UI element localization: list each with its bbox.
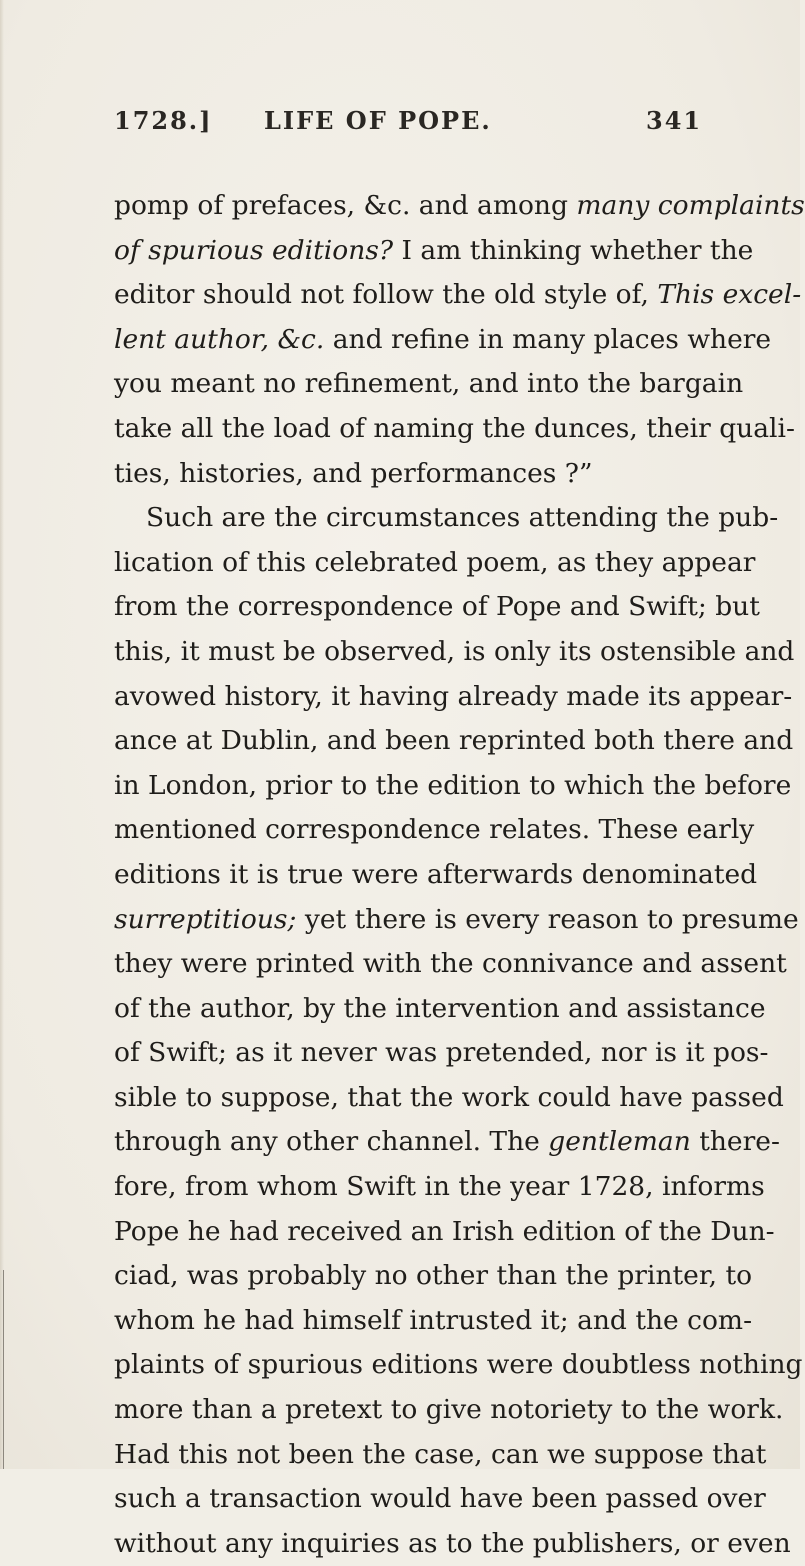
text-run: such a transaction would have been passed over <box>114 1483 766 1515</box>
text-run: editions it is true were afterwards denominated <box>114 858 758 890</box>
text-line <box>114 1210 775 1255</box>
page-edge-line <box>3 1270 4 1469</box>
text-line <box>114 1254 753 1299</box>
text-run: of Swift; as it never was pretended, nor is it pos- <box>114 1037 769 1069</box>
running-head <box>114 106 714 156</box>
text-run: of the author, by the intervention and assistance <box>114 992 766 1024</box>
text-run: I am thinking whether the <box>393 234 754 266</box>
text-line <box>114 452 714 497</box>
text-line <box>114 853 758 898</box>
text-run: avowed history, it having already made its appear- <box>114 680 793 712</box>
text-run: mentioned correspondence relates. These early <box>114 814 755 846</box>
text-line <box>114 496 779 541</box>
text-line <box>114 585 760 630</box>
text-line <box>114 764 792 809</box>
text-run: in London, prior to the edition to which the before <box>114 769 792 801</box>
text-run: Such are the circumstances attending the pub- <box>146 502 779 534</box>
text-run: ciad, was probably no other than the printer, to <box>114 1260 753 1292</box>
text-run: ance at Dublin, and been reprinted both there and <box>114 725 794 757</box>
text-line <box>114 273 802 318</box>
text-line <box>114 898 799 943</box>
text-line <box>114 1343 803 1388</box>
text-run: whom he had himself intrusted it; and the com- <box>114 1304 753 1336</box>
text-line <box>114 362 744 407</box>
running-head-title: LIFE OF POPE. <box>264 106 492 135</box>
body-text <box>114 184 805 1566</box>
text-run: and refine in many places where <box>324 323 772 355</box>
text-line <box>114 942 787 987</box>
text-line <box>114 407 795 452</box>
text-run: Pope he had received an Irish edition of the Dun- <box>114 1215 775 1247</box>
text-run: Had this not been the case, can we suppose that <box>114 1438 767 1470</box>
text-run: take all the load of naming the dunces, their quali- <box>114 412 795 444</box>
text-line <box>114 1031 769 1076</box>
text-line <box>114 318 772 363</box>
text-run: yet there is every reason to presume <box>296 903 799 935</box>
text-run: without any inquiries as to the publishers, or even <box>114 1527 791 1559</box>
text-run: sible to suppose, that the work could have passed <box>114 1081 784 1113</box>
italic-run: of spurious editions? <box>114 234 394 266</box>
text-line <box>114 1388 784 1433</box>
text-run: fore, from whom Swift in the year 1728, informs <box>114 1171 765 1203</box>
italic-run: lent author, &c. <box>114 323 325 355</box>
text-line <box>114 1433 767 1478</box>
text-run: this, it must be observed, is only its ostensible and <box>114 635 795 667</box>
text-run: through any other channel. The <box>114 1126 549 1158</box>
text-run: ties, histories, and performances ?” <box>114 457 593 489</box>
italic-run: many complaints <box>576 190 805 221</box>
text-run: from the correspondence of Pope and Swift; but <box>114 591 760 623</box>
italic-run: surreptitious; <box>114 903 297 935</box>
text-line <box>114 1299 753 1344</box>
text-run: you meant no refinement, and into the bargain <box>114 368 744 400</box>
text-run: editor should not follow the old style of, <box>114 279 658 311</box>
text-line <box>114 1477 766 1522</box>
text-line <box>114 1165 765 1210</box>
text-run: plaints of spurious editions were doubtless nothing <box>114 1349 803 1381</box>
text-line <box>114 1522 791 1566</box>
text-line <box>114 541 756 586</box>
italic-run: gentleman <box>548 1126 691 1158</box>
text-run: they were printed with the connivance and assent <box>114 948 787 980</box>
text-line <box>114 808 755 853</box>
text-line <box>114 630 795 675</box>
text-line <box>114 675 793 720</box>
text-line <box>114 987 766 1032</box>
text-run: pomp of prefaces, &c. and among <box>114 190 577 221</box>
text-line <box>114 1076 784 1121</box>
page-gutter-shadow <box>0 0 4 1469</box>
text-line <box>114 1120 780 1165</box>
text-line <box>114 184 805 229</box>
text-line <box>114 229 754 274</box>
text-line <box>114 719 794 764</box>
page-number: 341 <box>646 106 703 135</box>
text-run: lication of this celebrated poem, as they appear <box>114 546 756 578</box>
running-head-year: 1728.] <box>114 106 213 135</box>
text-run: more than a pretext to give notoriety to the work. <box>114 1394 784 1426</box>
italic-run: This excel- <box>657 279 802 311</box>
text-run: there- <box>690 1126 780 1158</box>
